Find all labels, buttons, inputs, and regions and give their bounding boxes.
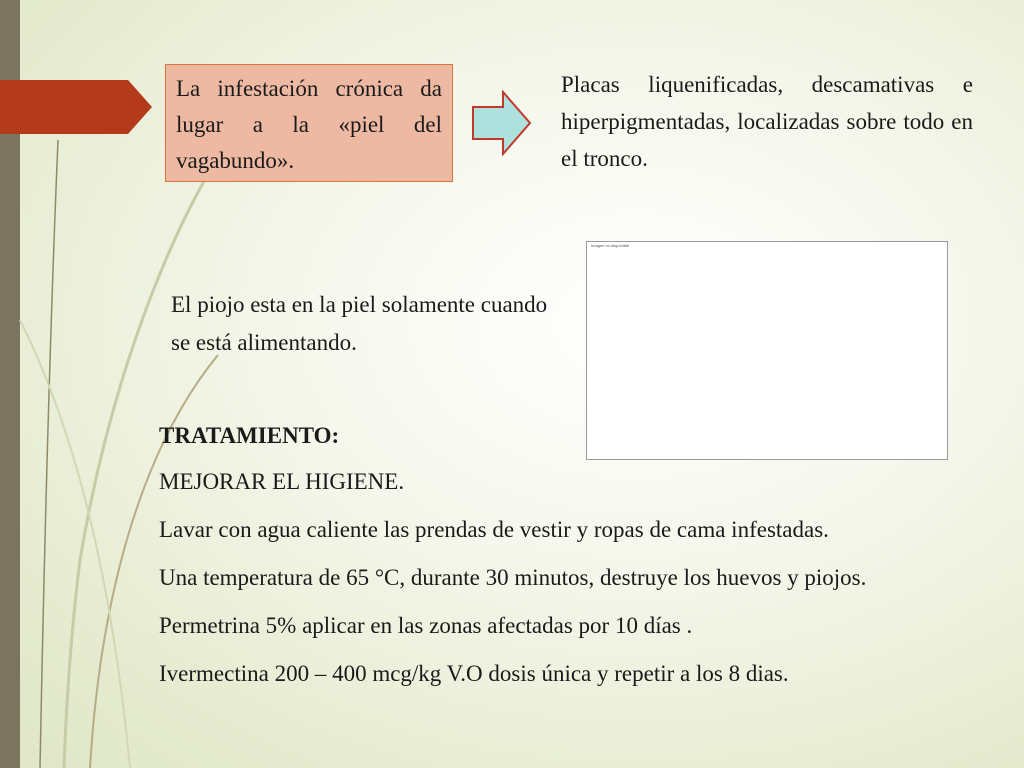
treatment-item: Lavar con agua caliente las prendas de vestir y ropas de cama infestadas. [159,517,829,542]
red-chevron-icon [0,80,160,140]
treatment-item: Ivermectina 200 – 400 mcg/kg V.O dosis única y repetir a los 8 dias. [159,661,789,686]
treatment-section [159,418,1009,704]
block-arrow-right-icon [471,90,533,156]
chronic-infestation-box: La infestación crónica da lugar a la «piel del vagabundo». [165,64,453,182]
treatment-heading: TRATAMIENTO: [159,423,340,448]
image-caption: Imagen no disponible [591,243,630,248]
treatment-item: MEJORAR EL HIGIENE. [159,469,405,494]
lesion-description: Placas liquenificadas, descamativas e hiperpigmentadas, localizadas sobre todo en el tronco. [561,72,973,171]
treatment-item: Permetrina 5% aplicar en las zonas afectadas por 10 días . [159,613,693,638]
louse-feeding-note: El piojo esta en la piel solamente cuando se está alimentando. [171,292,548,355]
treatment-item: Una temperatura de 65 °C, durante 30 minutos, destruye los huevos y piojos. [159,565,867,590]
